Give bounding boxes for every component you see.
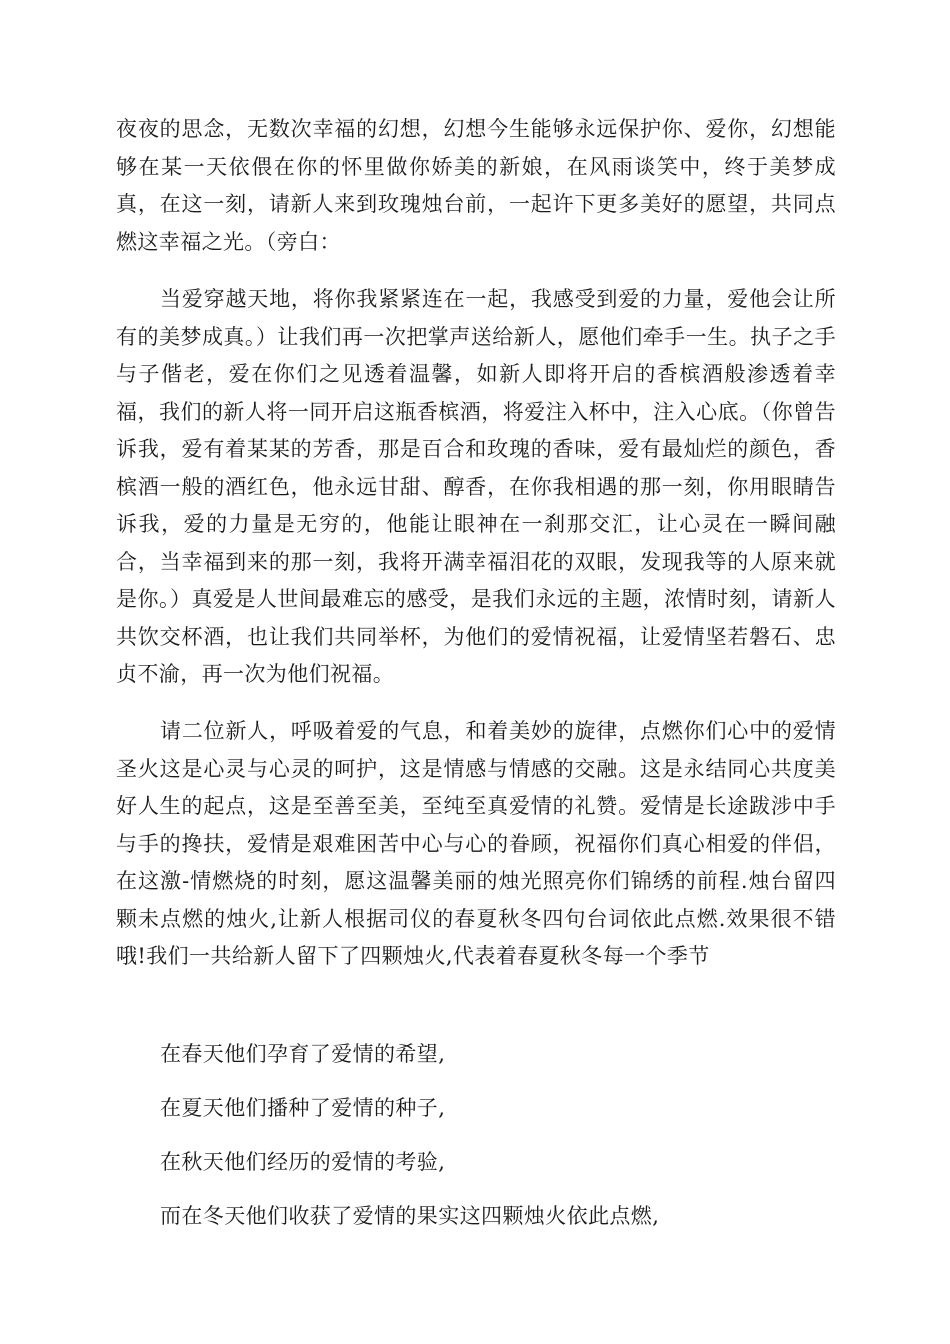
paragraph-1: 夜夜的思念，无数次幸福的幻想，幻想今生能够永远保护你、爱你，幻想能够在某一天依偎在你的怀里做你娇美的新娘，在风雨谈笑中，终于美梦成真，在这一刻，请新人来到玫瑰烛台前，一起许下更多美好的愿望，共同点燃这幸福之光。（旁白：	[116, 117, 836, 254]
poem-line-winter: 而在冬天他们收获了爱情的果实这四颗烛火依此点燃,	[160, 1204, 660, 1228]
poem-line-autumn: 在秋天他们经历的爱情的考验,	[160, 1150, 446, 1174]
paragraph-3: 请二位新人，呼吸着爱的气息，和着美妙的旋律，点燃你们心中的爱情圣火这是心灵与心灵的呵护，这是情感与情感的交融。这是永结同心共度美好人生的起点，这是至善至美，至纯至真爱情的礼赞。爱情是长途跋涉中手与手的搀扶，爱情是艰难困苦中心与心的眷顾，祝福你们真心相爱的伴侣，在这激-情燃烧的时刻，愿这温馨美丽的烛光照亮你们锦绣的前程.烛台留四颗未点燃的烛火,让新人根据司仪的春夏秋冬四句台词依此点燃.效果很不错哦!我们一共给新人留下了四颗烛火,代表着春夏秋冬每一个季节	[116, 719, 836, 968]
poem-line-summer: 在夏天他们播种了爱情的种子,	[160, 1096, 446, 1120]
paragraph-2: 当爱穿越天地，将你我紧紧连在一起，我感受到爱的力量，爱他会让所有的美梦成真。）让我们再一次把掌声送给新人，愿他们牵手一生。执子之手与子偕老，爱在你们之见透着温馨，如新人即将开启的香槟酒般渗透着幸福，我们的新人将一同开启这瓶香槟酒，将爱注入杯中，注入心底。（你曾告诉我，爱有着某某的芳香，那是百合和玫瑰的香味，爱有最灿烂的颜色，香槟酒一般的酒红色，他永远甘甜、醇香，在你我相遇的那一刻，你用眼睛告诉我，爱的力量是无穷的，他能让眼神在一刹那交汇，让心灵在一瞬间融合，当幸福到来的那一刻，我将开满幸福泪花的双眼，发现我等的人原来就是你。）真爱是人世间最难忘的感受，是我们永远的主题，浓情时刻，请新人共饮交杯酒，也让我们共同举杯，为他们的爱情祝福，让爱情坚若磐石、忠贞不渝，再一次为他们祝福。	[116, 287, 836, 686]
poem-line-spring: 在春天他们孕育了爱情的希望,	[160, 1042, 446, 1066]
